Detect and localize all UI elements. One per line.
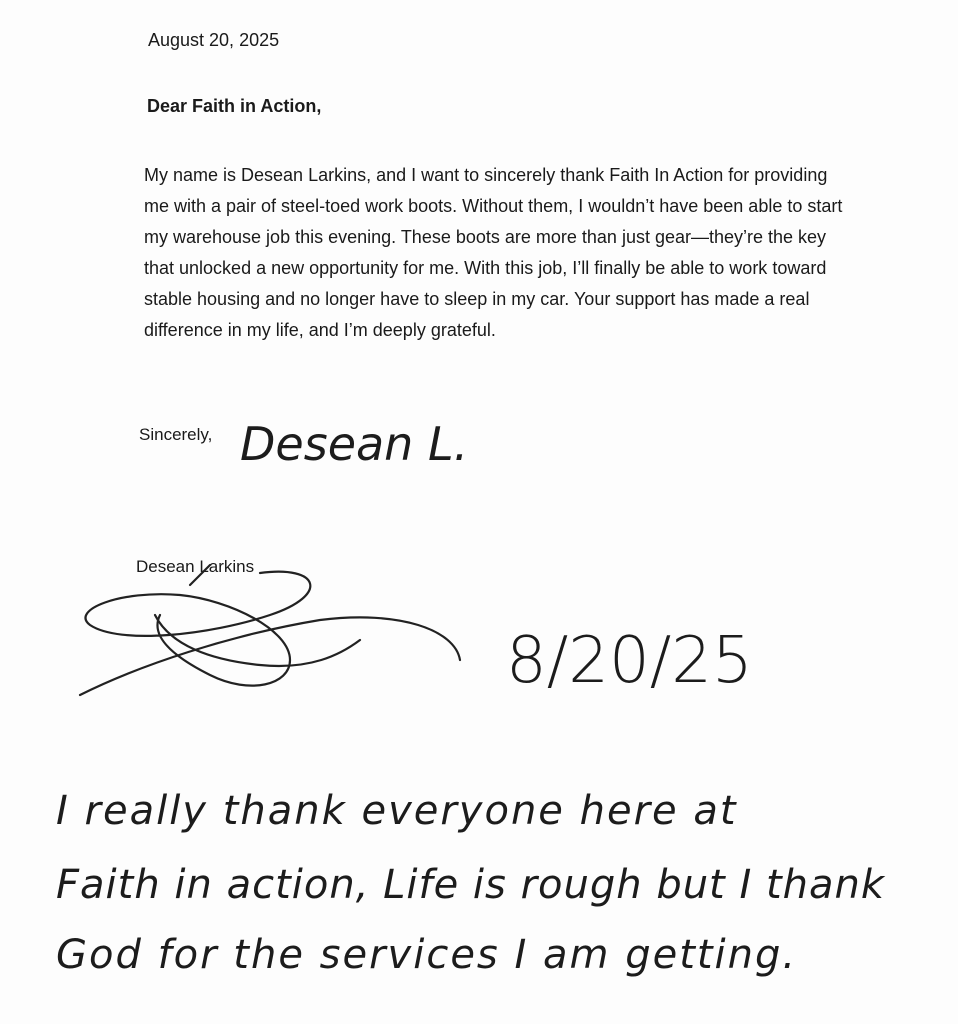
handwritten-note-line-3: God for the services I am getting. <box>56 932 798 978</box>
letter-closing: Sincerely, <box>139 425 213 444</box>
letter-date: August 20, 2025 <box>148 30 280 50</box>
printed-name: Desean Larkins <box>136 557 255 576</box>
letter-body: My name is Desean Larkins, and I want to sincerely thank Faith In Action for providing me with a pair of steel-toed work boots. Without them, I wouldn’t have been able to start my warehouse job this evening. These boots are more than just gear—they’re the key that unlocked a new opportunity for me. With this job, I’ll finally be able to work toward stable housing and no longer have to sleep in my car. Your support has made a real difference in my life, and I’m deeply grateful. <box>144 165 843 340</box>
handwritten-signature <box>236 408 476 478</box>
handwritten-signature-text: Desean L. <box>240 417 469 471</box>
handwritten-date-text: 8/20/25 <box>506 624 753 698</box>
handwritten-note-line-2: Faith in action, Life is rough but I thank <box>56 862 886 908</box>
handwritten-note <box>50 768 940 1008</box>
letter-salutation: Dear Faith in Action, <box>147 96 322 116</box>
handwritten-date <box>500 610 800 700</box>
handwritten-note-line-1: I really thank everyone here at <box>56 788 738 834</box>
scribble-signature <box>60 555 480 715</box>
